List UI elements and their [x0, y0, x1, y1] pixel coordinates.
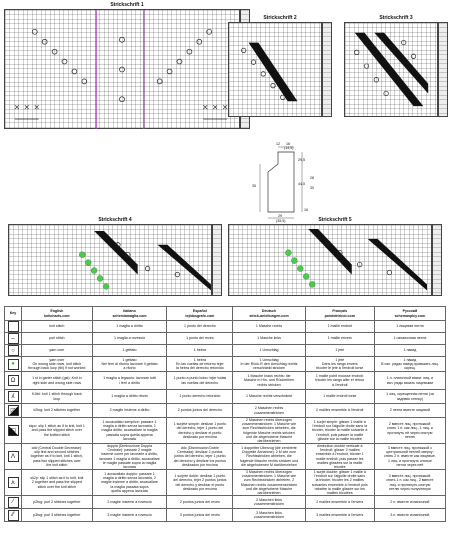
legend-symbol-icon: ◸ [8, 405, 19, 416]
schema-left-1: 29,5 [298, 158, 305, 162]
legend-cell: 1 jeté Dans les rangs envers tricoter le jeté à l'endroit torse [305, 357, 374, 372]
legend-symbol-icon: Ω [8, 375, 19, 386]
legend-symbol-icon [8, 321, 19, 332]
legend-symbol-icon: ◹ [8, 425, 19, 436]
legend-symbol-icon: ⁄ [8, 497, 19, 508]
legend-cell: 2 puntos juntos del revés [167, 496, 233, 509]
legend-cell: 2 mailles ensemble à l'endroit [305, 404, 374, 418]
legend-cell: 1 Masche rechts [233, 321, 305, 333]
legend-header-key: Key [5, 307, 22, 321]
legend-cell: 1 Umschlag [233, 345, 305, 357]
legend-cell: 1 surjet simple: glisser 1 maille à l'endroit sur l'aiguille droite sans la tricoter, tricoter la maille suivante à l'endroit, puis passer la maille glissée sur la maille tricotée [305, 418, 374, 444]
chart-4-motif [9, 225, 211, 296]
legend-symbol-icon: Λ [8, 451, 19, 462]
schema-bottom-1: 29 [278, 214, 282, 218]
legend-cell: 2 puntos juntos del derecho [167, 404, 233, 418]
legend-symbol-icon: ● [8, 359, 19, 370]
legend-cell: sk2p: slip 1 stitch as if to knit, knit 2 together and pass the slipped stitch over the knit stitch [22, 470, 93, 496]
legend-header-russian: Русский schemaspicy.com [374, 307, 445, 321]
legend-row [5, 372, 446, 390]
chart-4-title: Strickschrift 4 [98, 217, 132, 223]
legend-cell: 1 accavallato semplice: passare 1 maglia a diritto senza lavorarla, 1 maglia diritto, accavallare la maglia passata sopra quella appena lavorata [92, 418, 167, 444]
legend-cell: 3 вместе лиц. протяжкой: снять 1 п. как лиц., 2 вместе лиц. и протянуть снятую петлю через полученную [374, 470, 445, 496]
legend-cell: p3tog: purl 3 stitches together [22, 509, 93, 522]
legend-cell: 1 hebra En las vueltas de retorno tejer la hebra del derecho retorcido [167, 357, 233, 372]
legend-cell: 3 mailles ensemble à l'envers [305, 509, 374, 522]
legend-symbol-cell [5, 444, 22, 470]
legend-cell: 1 maglia a rovescio [92, 333, 167, 345]
legend-cell: 1 maglia a diritto [92, 321, 167, 333]
legend-cell: diminution double verticale à l'endroit: glisser 2 mailles ensemble à l'endroit, tricoter 1 maille endroit, puis passer les mailles glissées sur la maille tricotée [305, 444, 374, 470]
legend-row [5, 444, 446, 470]
schema-left-2: 44,5 [298, 182, 305, 186]
legend-cell: 3 вместе лиц. протяжкой с центральной петлей сверху: снять 2 п. вместе как лицевые, 1 лиц. и протянуть снятые петли через неё [374, 444, 445, 470]
schema-outline [250, 142, 330, 222]
legend-cell: 2 Maschen rechts überzogen zusammenstricken: 1 Masche wie zum Rechtsstricken abheben, die folgende Masche rechts stricken und die abgehobene Masche darüberziehen [233, 418, 305, 444]
legend-row [5, 390, 446, 404]
legend-cell: 2 maglie insieme a rovescio [92, 496, 167, 509]
legend-header-spanish: Español tejidosgrafo.com [167, 307, 233, 321]
legend-cell: yarn over On wrong side rows, knit stitch through back loop (tbl) if not worked [22, 357, 93, 372]
legend-cell: 3 Maschen links zusammenstricken [233, 509, 305, 522]
legend-cell: 1 gettato Nei ferri di ritorno lavorare il gettato a ritorto [92, 357, 167, 372]
chart-4-grid [8, 224, 212, 296]
schema-right-bottom: 16 [304, 208, 308, 212]
schema-left-3: 35 [252, 184, 256, 188]
legend-cell: 1 Masche rechts verschränkt [233, 390, 305, 404]
legend-row [5, 418, 446, 444]
legend-symbol-cell [5, 345, 22, 357]
chart-5-motif [229, 225, 431, 296]
legend-cell: skpo: slip 1 stitch as if to knit, knit 1 and pass the slipped stitch over the knitted stitch [22, 418, 93, 444]
chart-3-motif [345, 23, 437, 116]
legend-cell: 1 лицевая петля [374, 321, 445, 333]
legend-row [5, 496, 446, 509]
legend-cell: 1 jeté [305, 345, 374, 357]
legend-cell: 3 puntos juntos del revés [167, 509, 233, 522]
chart-4-row-numbers [212, 224, 222, 296]
legend-header-row [5, 307, 446, 321]
legend-cell: 1 п. платочной вязки: лиц. и изн. ряды вязать лицевыми [374, 372, 445, 390]
legend-row [5, 321, 446, 333]
legend-row [5, 509, 446, 522]
legend-cell: 2 maglie insieme a diritto [92, 404, 167, 418]
chart-1 [4, 2, 250, 129]
chart-5-row-numbers [432, 224, 442, 296]
chart-1-motif [5, 10, 239, 129]
chart-1-title: Strickschrift 1 [110, 2, 144, 8]
legend-cell: 2 mailles ensemble à l'envers [305, 496, 374, 509]
legend-symbol-cell [5, 372, 22, 390]
legend-cell: cdd (Central Double Decrease): slip first and second stitches together as if to knit, knit 1 stitch, pass two slipped stitches over the knit stitch [22, 444, 93, 470]
legend-cell: 1 maglia a legaccio: lavorare tutti i ferri a diritto [92, 372, 167, 390]
legend-cell: 3 п. вместе изнаночной [374, 509, 445, 522]
legend-symbol-cell [5, 418, 22, 444]
legend-cell: 1 surjete doble: deslizar 1 punto del derecho, tejer 2 puntos juntos del derecho y deslizar el punto deslizado por encima [167, 470, 233, 496]
legend-cell: ddc (Disminución Doble Centrada): deslizar 2 puntos juntos del derecho, tejer 1 punto del derecho y deslizar los puntos deslizados por encima [167, 444, 233, 470]
legend-header-english: English knitcharts.com [22, 307, 93, 321]
legend-symbol-icon: ⁄⁄ [8, 510, 19, 521]
symbol-legend-table [4, 306, 446, 522]
legend-cell: 1 punto derecho retorcido [167, 390, 233, 404]
legend-row [5, 345, 446, 357]
legend-cell: 1 накид В изн. рядах накид провязать лиц. скрещ. [374, 357, 445, 372]
legend-symbol-icon: ⋏ [8, 477, 19, 488]
legend-cell: 2 петли вместе лицевой [374, 404, 445, 418]
legend-cell: k2tog: knit 2 stitches together [22, 404, 93, 418]
chart-2-grid [228, 22, 322, 117]
legend-cell: purl stitch [22, 333, 93, 345]
schema-top-width-1: 12 [276, 142, 280, 146]
schema-top-width-2: 16 [286, 142, 290, 146]
legend-row [5, 333, 446, 345]
legend-cell: 1 Masche kraus rechts: die Masche in Hin- und Rückreihen rechts stricken [233, 372, 305, 390]
legend-cell: yarn over [22, 345, 93, 357]
legend-cell: 1 накид [374, 345, 445, 357]
legend-symbol-cell [5, 470, 22, 496]
legend-cell: 1 лиц. скрещенная петля (за заднюю стенку) [374, 390, 445, 404]
schema-bottom-2: (35,5) [276, 219, 286, 223]
chart-5-title: Strickschrift 5 [318, 217, 352, 223]
legend-cell: 1 surjete simple: deslizar 1 punto del derecho, tejer 1 punto del derecho y deslizar el punto deslizado por encima [167, 418, 233, 444]
legend-cell: 1 maille endroit torse [305, 390, 374, 404]
chart-2-title: Strickschrift 2 [263, 15, 297, 21]
legend-row [5, 404, 446, 418]
legend-cell: 1 maille endroit [305, 321, 374, 333]
chart-3-title: Strickschrift 3 [379, 15, 413, 21]
legend-cell: 2 вместе лиц. протяжкой: снять 1 п. как лиц., 1 лиц. и протянуть её через снятую петлю [374, 418, 445, 444]
legend-symbol-cell [5, 321, 22, 333]
chart-2-motif [229, 23, 321, 116]
chart-3-grid [344, 22, 438, 117]
chart-4 [8, 217, 222, 296]
legend-symbol-cell [5, 390, 22, 404]
legend-cell: 1 изнаночная петля [374, 333, 445, 345]
legend-cell: 1 punto a punto bobo: tejer todas las vueltas del derecho [167, 372, 233, 390]
legend-header-italian: Italiano schemiamaglia.com [92, 307, 167, 321]
legend-cell: 2 п. вместе изнаночной [374, 496, 445, 509]
legend-row [5, 357, 446, 372]
legend-symbol-cell [5, 509, 22, 522]
schema-right-1: 28 [310, 176, 314, 180]
chart-1-grid [4, 9, 240, 129]
chart-3-row-numbers [438, 22, 448, 117]
legend-symbol-icon: ○ [8, 345, 19, 356]
schema-top-width-sub: (14,5) [284, 146, 294, 150]
legend-cell: 1 maille point mousse endroit: tricoter les rangs aller et retour à l'endroit [305, 372, 374, 390]
legend-symbol-cell [5, 333, 22, 345]
legend-cell: 1 maglia a diritto ritorto [92, 390, 167, 404]
legend-cell: knit stitch [22, 321, 93, 333]
legend-body [5, 321, 446, 522]
legend-symbol-cell [5, 404, 22, 418]
legend-cell: 3 maglie insieme a rovescio [92, 509, 167, 522]
legend-cell: 3 Maschen rechts überzogen zusammenstricken: 1 Masche wie zum Rechtsstricken abheben, 2 Maschen rechts zusammenstricken und die abgehobene Masche darüberziehen [233, 470, 305, 496]
schema-right-2: 30 [310, 186, 314, 190]
garment-schema [250, 142, 330, 222]
chart-5-grid [228, 224, 432, 296]
chart-3 [344, 15, 448, 117]
legend-cell: p2tog: purl 2 stitches together [22, 496, 93, 509]
legend-cell: 1 surjet double: glisser 1 maille à l'endroit sur l'aiguille droite sans la tricoter, tricoter les 2 mailles suivantes ensemble à l'endroit puis rabattre la maille glissée sur les mailles tricotées [305, 470, 374, 496]
legend-cell: 1 gettato [92, 345, 167, 357]
legend-header-french: Français pointdetricot.com [305, 307, 374, 321]
legend-cell: doppia (Diminuzione Doppia Centrale): passare 2 maglie insieme come per lavorarle a diritto, lavorare 1 maglia a diritto, accavallare le maglie passate sopra la maglia lavorata [92, 444, 167, 470]
legend-cell: 1 punto del derecho [167, 321, 233, 333]
legend-symbol-icon: ʎ [8, 391, 19, 402]
legend-cell: 1 punto del revés [167, 333, 233, 345]
legend-cell: 1 hebra [167, 345, 233, 357]
legend-symbol-cell [5, 496, 22, 509]
legend-cell: 1 st in garter stitch (gst): Knit in right side and wrong side rows [22, 372, 93, 390]
legend-cell: 1 accavallato doppio: passare 1 maglia a diritto senza lavorarla, 2 maglie insieme a diritto, accavallare la maglia passata sopra quella appena lavorata [92, 470, 167, 496]
legend-cell: 1 doppelter Überzug (die zentrierte Doppelte Abnahme): 2 M wie zum Rechtsstricken abheben, die folgende Masche rechts stricken und die abgehobenen M darüberziehen [233, 444, 305, 470]
legend-cell: 1 Umschlag In der Rück-R den Umschlag rechts verschränkt stricken [233, 357, 305, 372]
legend-cell: K1tbl: knit 1 stitch through back loop [22, 390, 93, 404]
legend-cell: 1 maille envers [305, 333, 374, 345]
legend-cell: 1 Masche links [233, 333, 305, 345]
legend-symbol-icon: – [8, 333, 19, 344]
chart-2-row-numbers [322, 22, 332, 117]
legend-symbol-cell [5, 357, 22, 372]
legend-cell: 2 Maschen links zusammenstricken [233, 496, 305, 509]
legend-row [5, 470, 446, 496]
legend-cell: 2 Maschen rechts zusammenstricken [233, 404, 305, 418]
chart-2 [228, 15, 332, 117]
legend-header-german: Deutsch strick-anleitungen.com [233, 307, 305, 321]
